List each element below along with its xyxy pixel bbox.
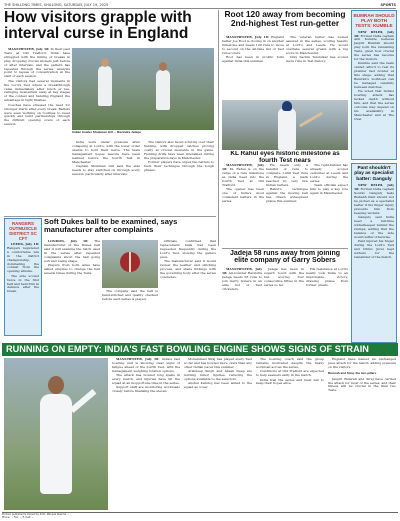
photo-lords — [72, 48, 214, 140]
dateline: LONDON, July 18: — [48, 240, 89, 243]
dateline: MANCHESTER, July 18: — [226, 36, 270, 39]
sidebar-box-ganguly — [351, 163, 397, 343]
sidebar-box-district — [4, 218, 42, 336]
headline: KL Rahul eyes historic milestone as fourth Test nears — [230, 151, 340, 163]
dateline: LEEDS, July 18: — [11, 242, 39, 246]
rahul-photo — [222, 100, 348, 150]
story-jadeja-body: MANCHESTER, July 18: All-rounder Ravindra Jadeja needs 58 runs to join Garry Sobers in an elite list of Test cricketers. — [222, 268, 262, 291]
story-jadeja-body-2: Jadeja has been in superb touch with the bat, scoring four consecutive fifties in the series so far. — [264, 268, 304, 287]
headline: How visitors grapple with interval curse in England — [4, 10, 192, 42]
dateline: NEW DELHI, July 18: — [354, 183, 394, 192]
story-interval-curse-body-2: India were under pressure after collapsing at Lord's, with the lower order unable to hold their nerve. The team management hopes lessons have been learned before the fourth Test in Manchester. Captain Shubman Gill said the side needs to stay switched on through every session, particularly after intervals. — [72, 141, 140, 176]
banner-fast-bowling — [2, 343, 398, 356]
story-dukes — [44, 218, 216, 240]
story-interval-curse-body: MANCHESTER, July 18: In their past Tests at Old Trafford, India have struggled with the timing of breaks in play, dropping crucial wickets just before or after intervals, and the pattern has repeated through the series. Analysts point to lapses of concentration at the start of each session. The visitors had several moments in the Lord's Test where a breakthrough came immediately after lunch or tea, swinging momentum away at key stages of the contest and handing England the advantage in tight finishes. Coaches have stressed the need for stronger starts after every break. Batters were seen working on routines to reset quickly and build partnerships through the difficult opening overs of each session. — [4, 48, 70, 127]
story-dukes-body: LONDON, July 18: The manufacturer of the Dukes ball said it will examine the batch used in the series after repeated complaints about the ball going soft and losing shape. Players from both sides have asked umpires to change the ball several times during the Tests. — [44, 240, 100, 275]
bowlers-photo — [4, 358, 108, 510]
story-dukes-body-3: Officials confirmed that replacement balls had been requested frequently during the Lord's Test, slowing the game's pace. The manufacturer said it would review the leather and stitching process, and share findings with the governing body after the series concludes. — [160, 240, 216, 279]
dateline: MANCHESTER, July 18: — [8, 48, 50, 51]
story-fast-bowling-body-2: Mohammed Siraj has played every Test so far and has bowled more overs than any other Indian pacer this summer. Arshdeep Singh and Akash Deep are nursing minor injuries, reducing the options available to the selectors. Anshul Kamboj has been added to the squad as cover. — [184, 358, 252, 390]
headline: RANGERS OUTMUSCLE DISTRICT SC CFT — [9, 221, 37, 241]
story-jadeja — [222, 250, 348, 268]
sidebar-box-kumble — [351, 10, 397, 160]
headline: RUNNING ON EMPTY: INDIA'S FAST BOWLING ENGINE SHOWS SIGNS OF STRAIN — [6, 344, 369, 354]
subhead: Bumrah and Siraj: the two pillars — [328, 370, 377, 375]
photo-ball — [102, 240, 158, 288]
dateline: MANCHESTER, July 18: — [222, 268, 262, 275]
page-header — [4, 1, 396, 9]
header-section: SPORTS — [380, 2, 396, 7]
box-body: NEW DELHI, July 18: Former India captain Sourav Ganguly feels Rishabh Pant should not be picked as a specialist batter if his finger injury prevents him from keeping wickets. Ganguly said India need a full-time wicketkeeper behind the stumps, adding that the balance of the side would suffer otherwise. Pant injured his finger during the Lord's Test and Dhruv Jurel kept wickets for the remainder of the match. — [354, 183, 394, 259]
headline: BUMRAH SHOULD PLAY BOTH TESTS: KUMBLE — [353, 13, 395, 29]
ball-photo — [102, 240, 158, 288]
photo-bowlers — [4, 358, 108, 510]
photo-rahul — [222, 100, 348, 150]
box-body: NEW DELHI, July 18: Former India captain Anil Kumble believes Jasprit Bumrah should play both the remaining Tests, given how crucial the series has become for the visitors. Kumble said the team cannot afford to rest its premier fast bowler at this stage, adding that Bumrah's workload can be managed carefully between matches. He noted that India's bowling attack has lacked depth without him, and that the series outcome may depend on his availability in Manchester and at The Oval. — [354, 29, 394, 121]
dateline: MANCHESTER, July 18: — [222, 164, 264, 171]
story-fast-bowling-body-3: The bowling coach said the group remains motivated despite the heavy workload across the series. Conditions at Old Trafford are expected to help seamers early in the match. India trail the series and must win to keep their hopes alive. — [256, 358, 324, 386]
headline: Root 120 away from becoming 2nd-highest Test run-getter — [224, 10, 346, 28]
imprint-line-2: Phone: ... Fax: ... E-mail: ... — [2, 516, 34, 519]
story-root — [222, 10, 348, 36]
story-root-body-2: The veteran batter has looked assured in the series, scoring heavily at Lord's and Leeds. He would overtake several greats with a big score in Manchester. Only Sachin Tendulkar has scored more runs in Test history. — [286, 36, 348, 63]
story-jadeja-body-3: His resistance at Lord's nearly took India to an improbable victory, drawing praise from former greats. — [306, 268, 348, 287]
imprint-line-1: Printed, published & Owned by Smti. Manjula Sharma ... — [2, 513, 70, 516]
story-dukes-body-2: The company said the ball is hand-stitched and quality checked before each series is played. — [102, 290, 158, 301]
story-rahul-body: MANCHESTER, July 18: KL Rahul is on the verge of a rare milestone as India head into the fourth Test at Old Trafford. The opener has been one of India's most consistent batters in the series. — [222, 164, 264, 203]
story-rahul — [222, 151, 348, 163]
match-photo — [72, 48, 214, 130]
header-dateline: THE SHILLONG TIMES, SHILLONG, SATURDAY, JULY 19, 2025 — [4, 2, 109, 7]
story-interval-curse-body-3: The visitors also faced scrutiny over their fielding, with dropped catches proving costly at crucial moments in the game. Fielding drills have been intensified during the preparation days in Manchester. Former players have urged the batters to back their technique through the tough phases. — [144, 141, 214, 172]
dateline: MANCHESTER, July 18: — [116, 358, 160, 361]
imprint-footer — [2, 512, 398, 520]
story-rahul-body-2: He needs only a handful of runs to complete 1,000 Test runs in England, a mark reached by very few Indian batters. Rahul's technique against the moving ball has drawn widespread praise this summer. — [266, 164, 308, 203]
headline: Pant shouldn't play as specialist batter: Ganguly — [354, 166, 394, 182]
story-rahul-body-3: The right-hander has already scored centuries at Leeds and Lord's during the series. Team officials expect him to play a key role again in Manchester. — [310, 164, 348, 195]
box-body: LEEDS, July 18: Rangers registered a comfortable win in the district championship, dominating the contest from the opening whistle. The side scored twice in the first half and held firm in defence after the break. — [7, 242, 39, 294]
story-fast-bowling-body: MANCHESTER, July 18: India's fast bowling unit is showing clear signs of fatigue ahead of the fourth Test, with the management weighing rotation options. The attack has bowled long spells in every match, and injuries have hit the squad at an inopportune time in the series. Support staff are monitoring workloads closely before finalising the eleven. — [112, 358, 180, 394]
headline: Soft Dukes ball to be examined, says manufacturer after complaints — [44, 218, 178, 234]
dateline: NEW DELHI, July 18: — [354, 29, 394, 38]
story-root-body: MANCHESTER, July 18: England batter Joe Root is closing in on another milestone and needs 120 runs to move to second on the all-time list of Test run-scorers. Root has been in prolific form against India this summer. — [222, 36, 284, 63]
story-fast-bowling-body-4: England have named an unchanged pace attack for the match, adding pressure on the visitors. Bumrah and Siraj: the two pillars Jasprit Bumrah and Siraj have carried the attack for most of the series, and their fitness will be crucial in the final two Tests. — [328, 358, 396, 393]
story-interval-curse — [4, 10, 216, 52]
headline: Jadeja 58 runs away from joining elite company of Garry Sobers — [229, 250, 341, 265]
photo-caption: Indian bowler Shubman Gill ... Ravindra Jadeja — [72, 130, 141, 134]
